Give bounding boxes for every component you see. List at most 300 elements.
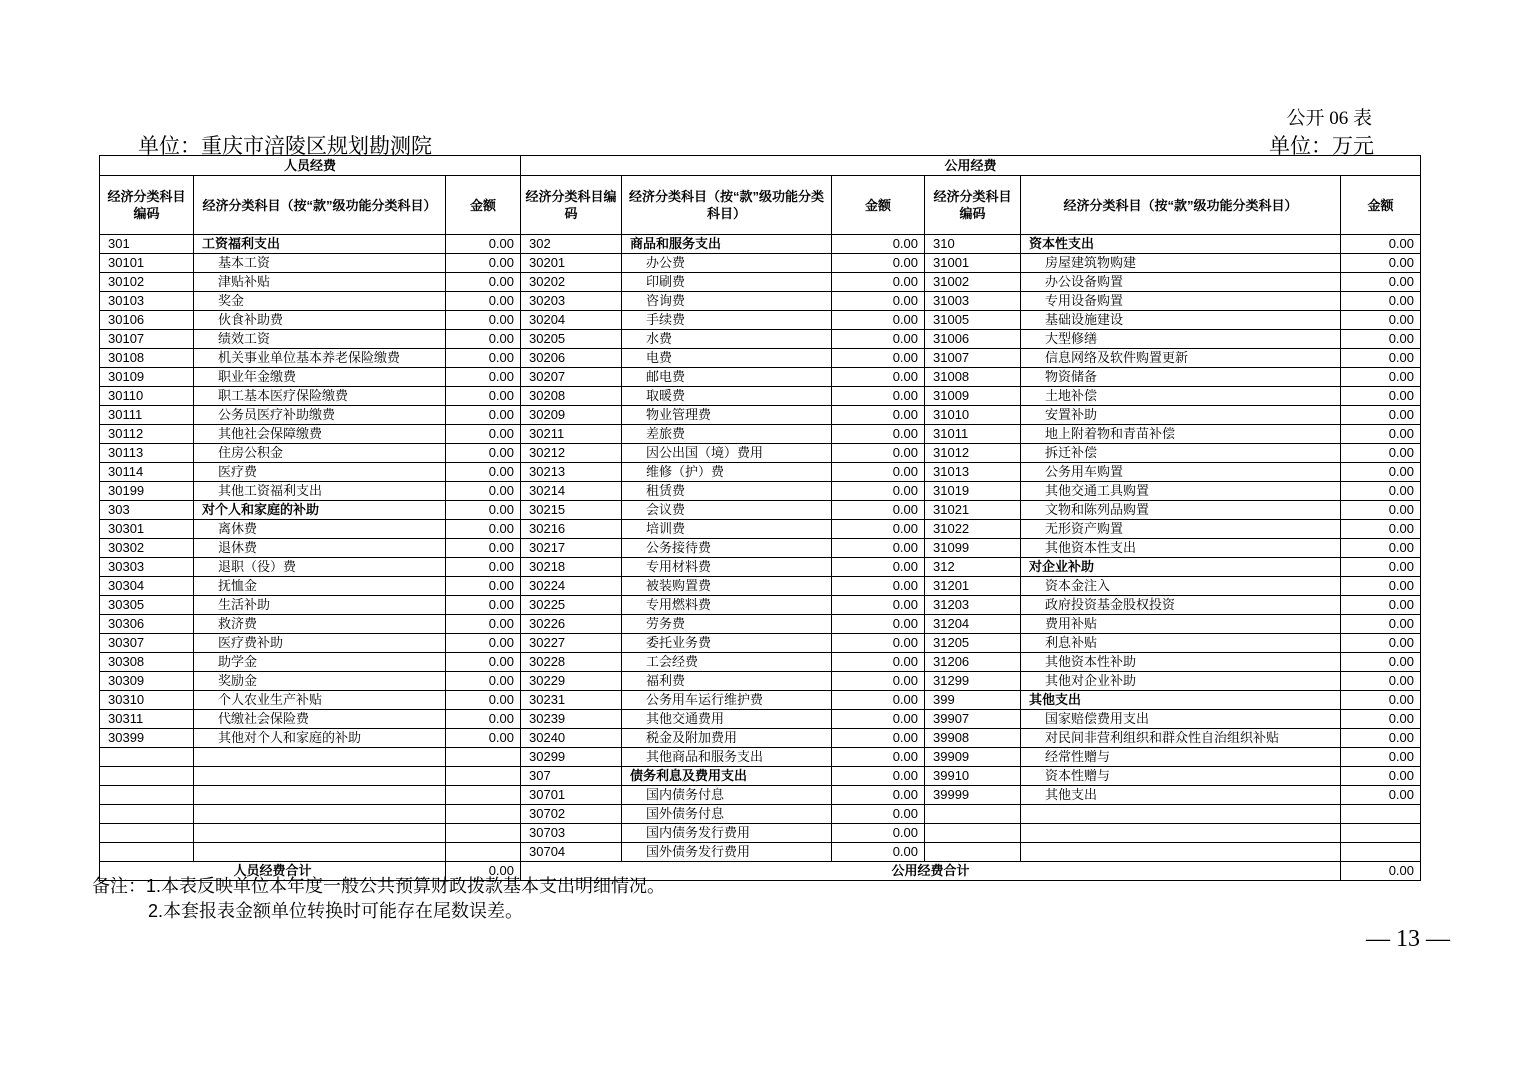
cell-code: 30217 <box>521 539 622 558</box>
cell-amount: 0.00 <box>446 273 521 292</box>
table-row <box>100 349 1421 368</box>
cell-name: 委托业务费 <box>622 634 832 653</box>
cell-amount: 0.00 <box>1341 653 1421 672</box>
cell-amount: 0.00 <box>1341 577 1421 596</box>
cell-code <box>925 843 1021 862</box>
cell-code: 31011 <box>925 425 1021 444</box>
cell-code: 30102 <box>100 273 194 292</box>
cell-code: 30218 <box>521 558 622 577</box>
cell-name: 土地补偿 <box>1021 387 1341 406</box>
cell-code <box>100 748 194 767</box>
cell-amount: 0.00 <box>832 387 925 406</box>
cell-code: 30213 <box>521 463 622 482</box>
cell-amount: 0.00 <box>832 596 925 615</box>
cell-code: 30239 <box>521 710 622 729</box>
cell-amount: 0.00 <box>446 330 521 349</box>
cell-amount: 0.00 <box>1341 349 1421 368</box>
cell-amount: 0.00 <box>832 368 925 387</box>
table-row <box>100 767 1421 786</box>
cell-name: 国家赔偿费用支出 <box>1021 710 1341 729</box>
cell-code: 30702 <box>521 805 622 824</box>
table-row <box>100 634 1421 653</box>
cell-code: 30211 <box>521 425 622 444</box>
cell-code <box>100 767 194 786</box>
cell-amount: 0.00 <box>1341 672 1421 691</box>
cell-name: 手续费 <box>622 311 832 330</box>
cell-code: 31012 <box>925 444 1021 463</box>
cell-amount: 0.00 <box>1341 425 1421 444</box>
cell-name: 对企业补助 <box>1021 558 1341 577</box>
cell-amount: 0.00 <box>832 330 925 349</box>
cell-code: 30203 <box>521 292 622 311</box>
cell-name: 工资福利支出 <box>194 235 446 254</box>
table-row <box>100 235 1421 254</box>
cell-name: 邮电费 <box>622 368 832 387</box>
cell-amount: 0.00 <box>446 520 521 539</box>
cell-amount: 0.00 <box>446 558 521 577</box>
cell-amount: 0.00 <box>446 501 521 520</box>
cell-code: 30114 <box>100 463 194 482</box>
cell-amount: 0.00 <box>832 539 925 558</box>
cell-code: 31204 <box>925 615 1021 634</box>
table-row <box>100 254 1421 273</box>
cell-name: 被装购置费 <box>622 577 832 596</box>
cell-amount: 0.00 <box>832 577 925 596</box>
cell-code: 30199 <box>100 482 194 501</box>
cell-code: 310 <box>925 235 1021 254</box>
table-row <box>100 406 1421 425</box>
cell-name: 医疗费 <box>194 463 446 482</box>
cell-name: 机关事业单位基本养老保险缴费 <box>194 349 446 368</box>
table-row <box>100 729 1421 748</box>
cell-name: 公务用车购置 <box>1021 463 1341 482</box>
cell-amount: 0.00 <box>832 653 925 672</box>
cell-amount: 0.00 <box>832 463 925 482</box>
cell-amount: 0.00 <box>446 463 521 482</box>
cell-name <box>1021 843 1341 862</box>
cell-name: 公务用车运行维护费 <box>622 691 832 710</box>
cell-amount: 0.00 <box>1341 786 1421 805</box>
cell-name: 其他商品和服务支出 <box>622 748 832 767</box>
table-row <box>100 539 1421 558</box>
cell-code: 30206 <box>521 349 622 368</box>
cell-name: 会议费 <box>622 501 832 520</box>
cell-amount: 0.00 <box>1341 330 1421 349</box>
cell-name: 税金及附加费用 <box>622 729 832 748</box>
cell-name <box>1021 805 1341 824</box>
cell-amount <box>1341 843 1421 862</box>
table-row <box>100 615 1421 634</box>
cell-amount: 0.00 <box>1341 254 1421 273</box>
cell-code: 30304 <box>100 577 194 596</box>
table-row <box>100 748 1421 767</box>
cell-name <box>194 805 446 824</box>
cell-amount: 0.00 <box>1341 615 1421 634</box>
table-code: 公开 06 表 <box>1286 108 1372 129</box>
table-row <box>100 273 1421 292</box>
cell-name: 费用补贴 <box>1021 615 1341 634</box>
cell-code: 307 <box>521 767 622 786</box>
total-personnel-amount: 0.00 <box>446 862 521 881</box>
cell-amount: 0.00 <box>446 577 521 596</box>
table-row <box>100 558 1421 577</box>
cell-name: 其他交通费用 <box>622 710 832 729</box>
cell-name: 安置补助 <box>1021 406 1341 425</box>
col-amount: 金额 <box>446 176 521 235</box>
cell-name: 离休费 <box>194 520 446 539</box>
cell-amount: 0.00 <box>1341 748 1421 767</box>
cell-amount: 0.00 <box>832 729 925 748</box>
cell-name: 对个人和家庭的补助 <box>194 501 446 520</box>
cell-code: 30225 <box>521 596 622 615</box>
cell-amount: 0.00 <box>1341 501 1421 520</box>
cell-name: 国内债务发行费用 <box>622 824 832 843</box>
table-row <box>100 501 1421 520</box>
col-amount: 金额 <box>832 176 925 235</box>
cell-code: 30205 <box>521 330 622 349</box>
col-code: 经济分类科目编码 <box>925 176 1021 235</box>
cell-name: 差旅费 <box>622 425 832 444</box>
total-personnel-label: 人员经费合计 <box>100 862 446 881</box>
cell-code: 30113 <box>100 444 194 463</box>
cell-amount: 0.00 <box>832 406 925 425</box>
cell-amount <box>446 767 521 786</box>
cell-code: 31299 <box>925 672 1021 691</box>
cell-name: 公务员医疗补助缴费 <box>194 406 446 425</box>
cell-code: 30704 <box>521 843 622 862</box>
cell-amount: 0.00 <box>446 406 521 425</box>
cell-code: 31002 <box>925 273 1021 292</box>
cell-code: 31201 <box>925 577 1021 596</box>
cell-name: 劳务费 <box>622 615 832 634</box>
cell-amount: 0.00 <box>832 805 925 824</box>
cell-amount: 0.00 <box>1341 444 1421 463</box>
table-row <box>100 653 1421 672</box>
cell-name: 物业管理费 <box>622 406 832 425</box>
cell-code: 30240 <box>521 729 622 748</box>
cell-amount: 0.00 <box>446 710 521 729</box>
cell-code: 30101 <box>100 254 194 273</box>
cell-amount: 0.00 <box>832 843 925 862</box>
cell-name: 福利费 <box>622 672 832 691</box>
cell-code: 30110 <box>100 387 194 406</box>
cell-amount: 0.00 <box>1341 596 1421 615</box>
remarks <box>92 874 665 924</box>
cell-amount: 0.00 <box>832 349 925 368</box>
cell-amount <box>446 805 521 824</box>
cell-amount: 0.00 <box>446 444 521 463</box>
cell-code: 30201 <box>521 254 622 273</box>
cell-name <box>194 767 446 786</box>
cell-code <box>925 824 1021 843</box>
cell-code: 31099 <box>925 539 1021 558</box>
col-name: 经济分类科目（按“款”级功能分类科目） <box>622 176 832 235</box>
cell-code: 30109 <box>100 368 194 387</box>
cell-amount: 0.00 <box>832 425 925 444</box>
cell-amount: 0.00 <box>832 501 925 520</box>
cell-name: 其他资本性支出 <box>1021 539 1341 558</box>
col-amount: 金额 <box>1341 176 1421 235</box>
cell-code: 39907 <box>925 710 1021 729</box>
cell-code: 39910 <box>925 767 1021 786</box>
cell-amount <box>1341 805 1421 824</box>
cell-name: 国内债务付息 <box>622 786 832 805</box>
cell-name: 住房公积金 <box>194 444 446 463</box>
cell-code: 30107 <box>100 330 194 349</box>
cell-amount: 0.00 <box>832 235 925 254</box>
cell-code: 30112 <box>100 425 194 444</box>
cell-name: 租赁费 <box>622 482 832 501</box>
cell-name: 代缴社会保险费 <box>194 710 446 729</box>
cell-amount: 0.00 <box>1341 311 1421 330</box>
cell-name: 取暖费 <box>622 387 832 406</box>
cell-amount: 0.00 <box>1341 235 1421 254</box>
cell-code: 30108 <box>100 349 194 368</box>
cell-code: 30299 <box>521 748 622 767</box>
cell-name: 其他支出 <box>1021 786 1341 805</box>
cell-name: 拆迁补偿 <box>1021 444 1341 463</box>
cell-name: 基础设施建设 <box>1021 311 1341 330</box>
cell-amount <box>446 748 521 767</box>
unit-currency: 单位：万元 <box>1269 134 1374 158</box>
unit-organization: 单位：重庆市涪陵区规划勘测院 <box>138 134 432 158</box>
cell-amount: 0.00 <box>1341 767 1421 786</box>
cell-name: 印刷费 <box>622 273 832 292</box>
cell-code: 31005 <box>925 311 1021 330</box>
cell-name: 对民间非营利组织和群众性自治组织补贴 <box>1021 729 1341 748</box>
cell-amount <box>446 843 521 862</box>
cell-amount: 0.00 <box>446 672 521 691</box>
cell-amount: 0.00 <box>832 311 925 330</box>
cell-name: 奖金 <box>194 292 446 311</box>
cell-name: 利息补贴 <box>1021 634 1341 653</box>
cell-code: 30214 <box>521 482 622 501</box>
cell-name: 生活补助 <box>194 596 446 615</box>
column-header-row <box>100 176 1421 235</box>
cell-name: 资本性赠与 <box>1021 767 1341 786</box>
cell-amount: 0.00 <box>1341 406 1421 425</box>
cell-amount: 0.00 <box>832 824 925 843</box>
cell-name: 抚恤金 <box>194 577 446 596</box>
cell-name: 文物和陈列品购置 <box>1021 501 1341 520</box>
cell-code: 30216 <box>521 520 622 539</box>
cell-name: 绩效工资 <box>194 330 446 349</box>
cell-name: 救济费 <box>194 615 446 634</box>
page-number: — 13 — <box>1366 926 1450 952</box>
cell-code: 30224 <box>521 577 622 596</box>
cell-amount: 0.00 <box>446 615 521 634</box>
cell-name <box>194 824 446 843</box>
table-row <box>100 691 1421 710</box>
remark-line-1: 备注：1.本表反映单位本年度一般公共预算财政拨款基本支出明细情况。 <box>92 876 666 896</box>
cell-amount: 0.00 <box>832 444 925 463</box>
cell-name: 伙食补助费 <box>194 311 446 330</box>
cell-code: 30301 <box>100 520 194 539</box>
col-code: 经济分类科目编码 <box>521 176 622 235</box>
cell-amount: 0.00 <box>1341 729 1421 748</box>
cell-code: 30701 <box>521 786 622 805</box>
cell-name: 专用设备购置 <box>1021 292 1341 311</box>
cell-name: 其他资本性补助 <box>1021 653 1341 672</box>
cell-amount: 0.00 <box>1341 482 1421 501</box>
cell-amount: 0.00 <box>446 729 521 748</box>
cell-code: 30209 <box>521 406 622 425</box>
cell-code: 30208 <box>521 387 622 406</box>
table-row <box>100 425 1421 444</box>
cell-code: 30202 <box>521 273 622 292</box>
cell-amount: 0.00 <box>832 786 925 805</box>
cell-code: 31010 <box>925 406 1021 425</box>
cell-code: 30399 <box>100 729 194 748</box>
cell-name: 基本工资 <box>194 254 446 273</box>
cell-code: 30306 <box>100 615 194 634</box>
cell-code: 30302 <box>100 539 194 558</box>
cell-code: 30311 <box>100 710 194 729</box>
cell-name: 奖励金 <box>194 672 446 691</box>
table-row <box>100 482 1421 501</box>
cell-code: 30228 <box>521 653 622 672</box>
cell-name: 助学金 <box>194 653 446 672</box>
cell-amount: 0.00 <box>1341 539 1421 558</box>
cell-name: 商品和服务支出 <box>622 235 832 254</box>
cell-code: 30309 <box>100 672 194 691</box>
cell-code: 30308 <box>100 653 194 672</box>
cell-amount: 0.00 <box>1341 463 1421 482</box>
cell-amount: 0.00 <box>1341 634 1421 653</box>
group-personnel: 人员经费 <box>100 156 521 176</box>
cell-code: 30703 <box>521 824 622 843</box>
cell-name: 工会经费 <box>622 653 832 672</box>
cell-amount: 0.00 <box>446 311 521 330</box>
cell-code: 30231 <box>521 691 622 710</box>
cell-name: 津贴补贴 <box>194 273 446 292</box>
cell-name: 国外债务付息 <box>622 805 832 824</box>
cell-amount: 0.00 <box>1341 368 1421 387</box>
cell-code: 31006 <box>925 330 1021 349</box>
table-row <box>100 786 1421 805</box>
cell-code: 30227 <box>521 634 622 653</box>
cell-amount: 0.00 <box>446 425 521 444</box>
cell-name: 职工基本医疗保险缴费 <box>194 387 446 406</box>
cell-code <box>100 824 194 843</box>
cell-code: 30207 <box>521 368 622 387</box>
group-header-row <box>100 156 1421 176</box>
cell-amount: 0.00 <box>1341 292 1421 311</box>
table-row <box>100 368 1421 387</box>
cell-amount: 0.00 <box>832 710 925 729</box>
table-row <box>100 463 1421 482</box>
remark-line-2: 2.本套报表金额单位转换时可能存在尾数误差。 <box>148 901 524 921</box>
cell-amount: 0.00 <box>1341 691 1421 710</box>
cell-code: 312 <box>925 558 1021 577</box>
cell-code: 30229 <box>521 672 622 691</box>
cell-amount: 0.00 <box>832 767 925 786</box>
cell-name: 大型修缮 <box>1021 330 1341 349</box>
cell-name: 医疗费补助 <box>194 634 446 653</box>
cell-name: 其他支出 <box>1021 691 1341 710</box>
cell-code: 31021 <box>925 501 1021 520</box>
cell-amount: 0.00 <box>1341 273 1421 292</box>
cell-name: 政府投资基金股权投资 <box>1021 596 1341 615</box>
cell-amount: 0.00 <box>832 254 925 273</box>
cell-code: 31019 <box>925 482 1021 501</box>
cell-amount <box>446 824 521 843</box>
cell-name: 物资储备 <box>1021 368 1341 387</box>
cell-amount: 0.00 <box>446 235 521 254</box>
cell-name: 其他交通工具购置 <box>1021 482 1341 501</box>
cell-code: 30106 <box>100 311 194 330</box>
cell-name: 个人农业生产补贴 <box>194 691 446 710</box>
cell-amount: 0.00 <box>832 672 925 691</box>
cell-amount: 0.00 <box>446 653 521 672</box>
cell-code: 303 <box>100 501 194 520</box>
cell-name: 咨询费 <box>622 292 832 311</box>
group-public: 公用经费 <box>521 156 1421 176</box>
cell-amount: 0.00 <box>446 596 521 615</box>
cell-code: 302 <box>521 235 622 254</box>
cell-code: 39999 <box>925 786 1021 805</box>
cell-amount: 0.00 <box>1341 520 1421 539</box>
cell-amount: 0.00 <box>446 539 521 558</box>
table-row <box>100 596 1421 615</box>
cell-code: 31008 <box>925 368 1021 387</box>
cell-name: 专用材料费 <box>622 558 832 577</box>
cell-code <box>100 786 194 805</box>
cell-name: 债务利息及费用支出 <box>622 767 832 786</box>
cell-code: 30111 <box>100 406 194 425</box>
cell-name: 经常性赠与 <box>1021 748 1341 767</box>
table-row <box>100 387 1421 406</box>
cell-code: 301 <box>100 235 194 254</box>
cell-code: 30215 <box>521 501 622 520</box>
cell-code: 39909 <box>925 748 1021 767</box>
cell-amount: 0.00 <box>832 634 925 653</box>
table-row <box>100 330 1421 349</box>
cell-name: 职业年金缴费 <box>194 368 446 387</box>
cell-code: 31203 <box>925 596 1021 615</box>
table-row <box>100 311 1421 330</box>
cell-name: 房屋建筑物购建 <box>1021 254 1341 273</box>
cell-amount <box>1341 824 1421 843</box>
table-row <box>100 520 1421 539</box>
table-row <box>100 710 1421 729</box>
cell-name: 退职（役）费 <box>194 558 446 577</box>
cell-name <box>1021 824 1341 843</box>
cell-code: 31022 <box>925 520 1021 539</box>
cell-code: 30310 <box>100 691 194 710</box>
cell-name: 其他对企业补助 <box>1021 672 1341 691</box>
col-name: 经济分类科目（按“款”级功能分类科目） <box>194 176 446 235</box>
cell-name: 维修（护）费 <box>622 463 832 482</box>
cell-name: 办公设备购置 <box>1021 273 1341 292</box>
cell-amount: 0.00 <box>832 482 925 501</box>
cell-code: 30305 <box>100 596 194 615</box>
table-row <box>100 843 1421 862</box>
cell-name: 公务接待费 <box>622 539 832 558</box>
cell-name: 资本金注入 <box>1021 577 1341 596</box>
cell-name: 专用燃料费 <box>622 596 832 615</box>
cell-amount: 0.00 <box>446 254 521 273</box>
cell-amount: 0.00 <box>1341 387 1421 406</box>
cell-name: 退休费 <box>194 539 446 558</box>
expenditure-table <box>99 155 1421 881</box>
cell-name: 国外债务发行费用 <box>622 843 832 862</box>
total-public-amount: 0.00 <box>1341 862 1421 881</box>
cell-amount: 0.00 <box>832 691 925 710</box>
cell-name <box>194 748 446 767</box>
cell-name: 其他工资福利支出 <box>194 482 446 501</box>
cell-code: 399 <box>925 691 1021 710</box>
